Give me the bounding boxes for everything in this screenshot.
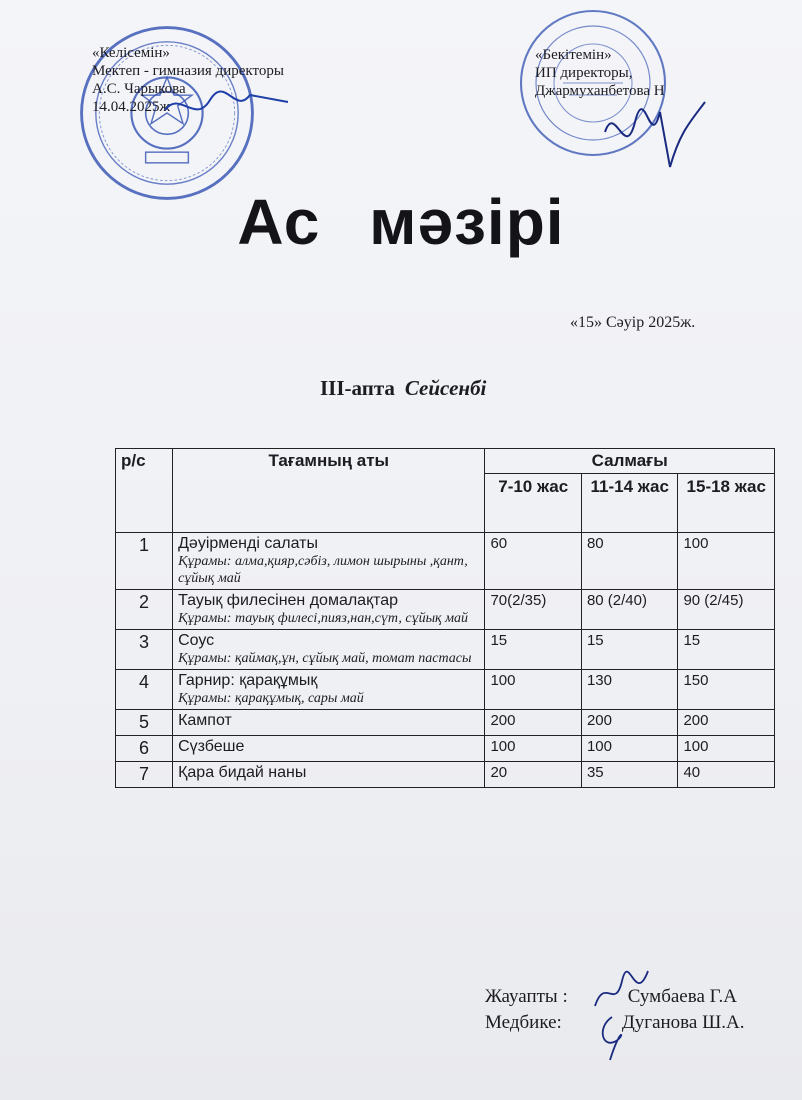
week-day-heading	[320, 376, 486, 401]
dish-composition: Құрамы: қарақұмық, сары май	[178, 691, 364, 706]
agreement-position: Мектеп - гимназия директоры	[92, 63, 284, 79]
row-number: 6	[116, 736, 173, 762]
dish-cell	[173, 590, 485, 630]
entrepreneur-signature	[600, 92, 710, 172]
responsible-name: Сумбаева Г.А	[627, 986, 737, 1007]
nurse-name: Дуганова Ш.А.	[621, 1012, 745, 1033]
dish-name: Тауық филесінен домалақтар	[178, 592, 399, 609]
weight-15-18: 150	[678, 670, 775, 710]
table-row	[116, 630, 775, 670]
dish-name: Соус	[178, 632, 215, 649]
table-row	[116, 736, 775, 762]
dish-composition: Құрамы: қаймақ,ұн, сұйық май, томат пастасы	[178, 651, 472, 666]
weight-15-18: 15	[678, 630, 775, 670]
dish-composition: Құрамы: тауық филесі,пияз,нан,сүт, сұйық май	[178, 611, 469, 626]
document-date: «15» Сәуір 2025ж.	[570, 314, 696, 331]
weight-7-10: 100	[485, 670, 582, 710]
dish-name: Сүзбеше	[178, 738, 245, 755]
agreement-date: 14.04.2025ж	[92, 99, 170, 115]
weight-11-14: 130	[581, 670, 678, 710]
header-age-11-14: 11-14 жас	[581, 474, 678, 533]
table-row	[116, 670, 775, 710]
dish-cell	[173, 670, 485, 710]
weight-11-14: 200	[581, 710, 678, 736]
signatures-block	[485, 984, 744, 1036]
approval-signer: Джармуханбетова Н	[535, 83, 665, 99]
dish-name: Қара бидай наны	[178, 764, 307, 781]
row-number: 2	[116, 590, 173, 630]
weight-7-10: 60	[485, 533, 582, 590]
dish-cell	[173, 630, 485, 670]
weight-7-10: 70(2/35)	[485, 590, 582, 630]
dish-name: Гарнир: қарақұмық	[178, 672, 318, 689]
weight-11-14: 80	[581, 533, 678, 590]
table-row	[116, 710, 775, 736]
row-number: 4	[116, 670, 173, 710]
weight-11-14: 35	[581, 762, 678, 788]
table-row	[116, 590, 775, 630]
row-number: 5	[116, 710, 173, 736]
weight-15-18: 200	[678, 710, 775, 736]
day-label: Сейсенбі	[404, 376, 487, 400]
header-weight: Салмағы	[485, 449, 775, 474]
weight-7-10: 200	[485, 710, 582, 736]
weight-15-18: 90 (2/45)	[678, 590, 775, 630]
header-age-15-18: 15-18 жас	[678, 474, 775, 533]
approval-heading: «Бекітемін»	[535, 47, 612, 63]
weight-15-18: 100	[678, 533, 775, 590]
responsible-label: Жауапты :	[485, 986, 568, 1007]
weight-7-10: 15	[485, 630, 582, 670]
weight-7-10: 20	[485, 762, 582, 788]
approval-position: ИП директоры,	[535, 65, 633, 81]
dish-name: Дәуірменді салаты	[178, 535, 318, 552]
weight-11-14: 100	[581, 736, 678, 762]
row-number: 1	[116, 533, 173, 590]
nurse-line	[485, 1010, 744, 1036]
weight-15-18: 40	[678, 762, 775, 788]
header-dish-name: Тағамның аты	[173, 449, 485, 533]
weight-11-14: 80 (2/40)	[581, 590, 678, 630]
dish-composition: Құрамы: алма,қияр,сәбіз, лимон шырыны ,қант, сұйық май	[178, 554, 468, 586]
agreement-heading: «Келісемін»	[92, 45, 170, 61]
dish-name: Кампот	[178, 712, 232, 729]
dish-cell	[173, 736, 485, 762]
director-signature	[160, 80, 290, 130]
weight-15-18: 100	[678, 736, 775, 762]
responsible-line	[485, 984, 744, 1010]
agreement-signer: А.С. Чарыкова	[92, 81, 186, 97]
header-number: р/с	[116, 449, 173, 533]
dish-cell	[173, 762, 485, 788]
row-number: 3	[116, 630, 173, 670]
menu-table	[115, 448, 775, 788]
page-title: Ас мәзірі	[237, 186, 565, 258]
table-row	[116, 533, 775, 590]
weight-7-10: 100	[485, 736, 582, 762]
weight-11-14: 15	[581, 630, 678, 670]
dish-cell	[173, 710, 485, 736]
dish-cell	[173, 533, 485, 590]
header-age-7-10: 7-10 жас	[485, 474, 582, 533]
row-number: 7	[116, 762, 173, 788]
week-label: III-апта	[320, 376, 395, 400]
nurse-label: Медбике:	[485, 1012, 562, 1033]
table-row	[116, 762, 775, 788]
